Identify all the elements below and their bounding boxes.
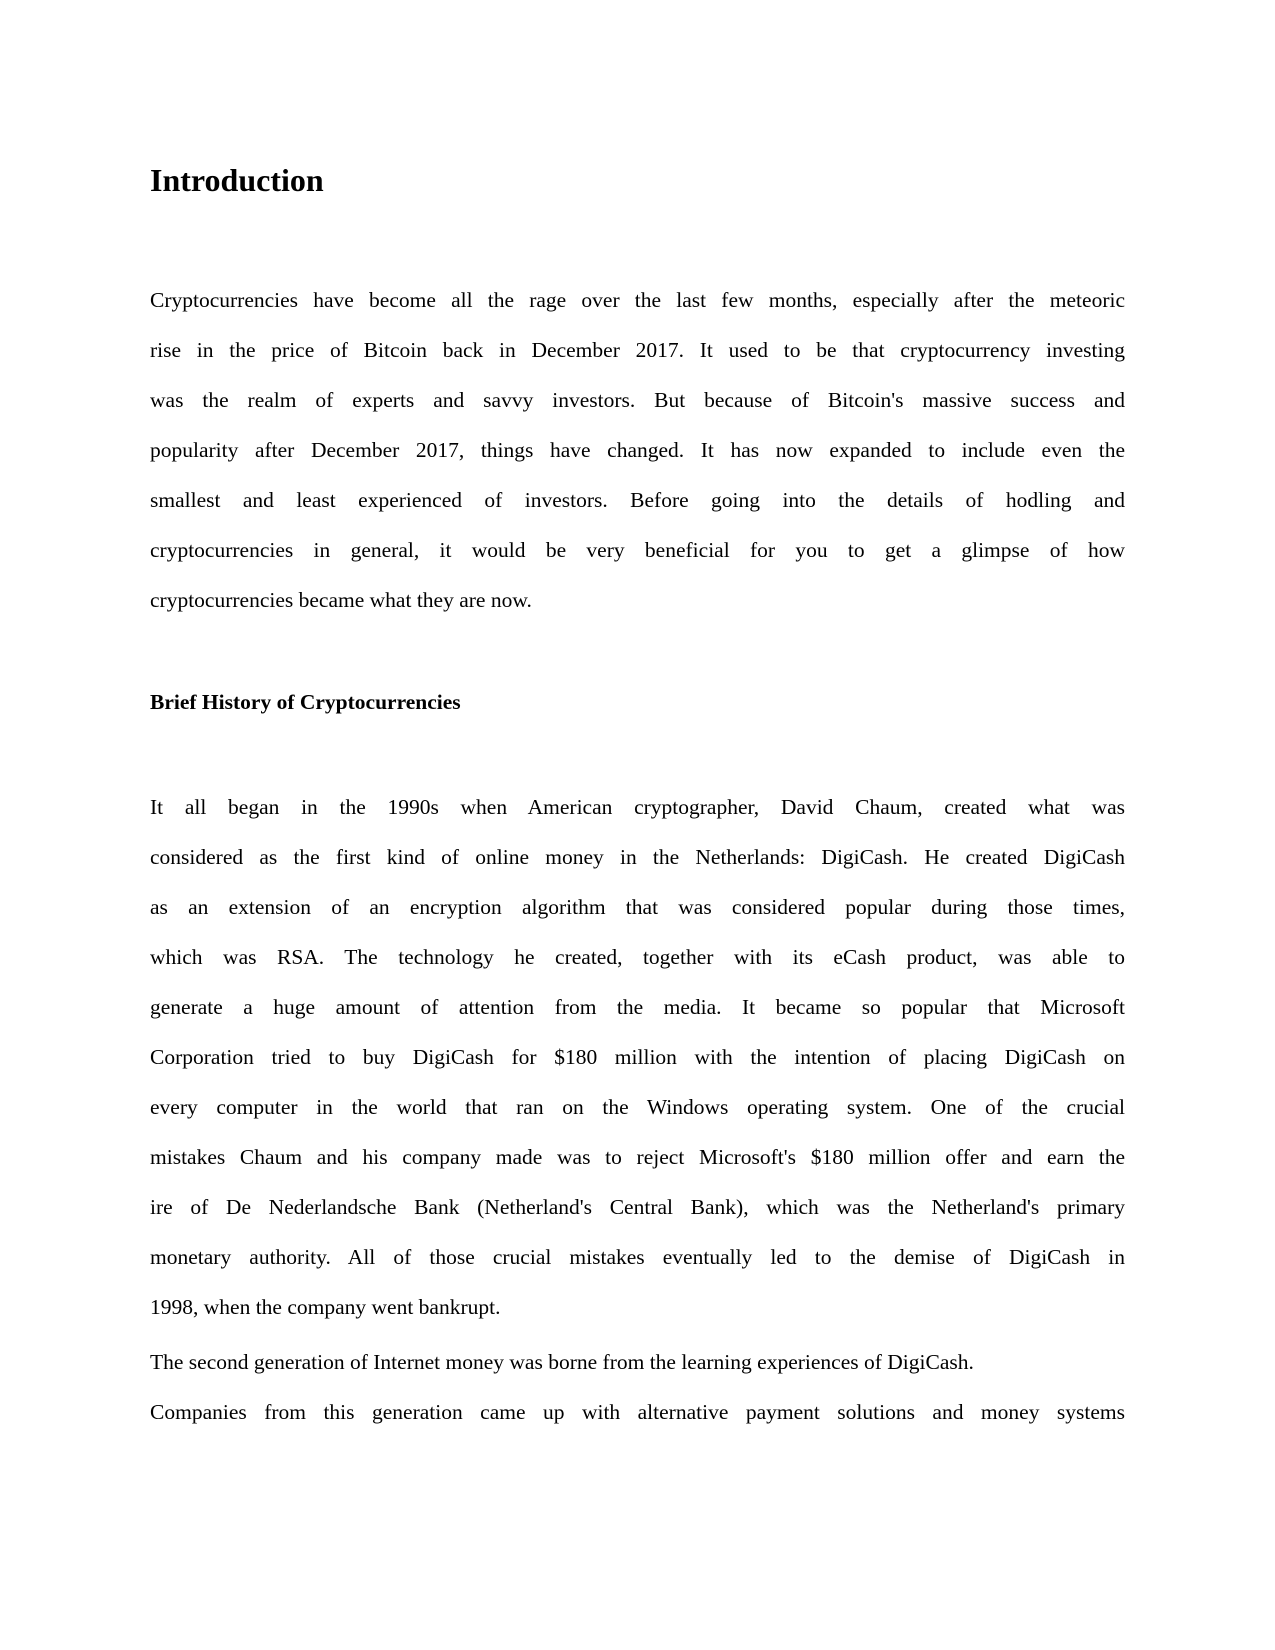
paragraph-line: as an extension of an encryption algorithm that was considered popular during those times,	[150, 895, 1125, 919]
paragraph-line: popularity after December 2017, things have changed. It has now expanded to include even the	[150, 438, 1125, 462]
paragraph-line: which was RSA. The technology he created, together with its eCash product, was able to	[150, 945, 1125, 969]
page-title: Introduction	[150, 162, 324, 198]
paragraph-line: rise in the price of Bitcoin back in December 2017. It used to be that cryptocurrency investing	[150, 338, 1125, 362]
paragraph-line: monetary authority. All of those crucial mistakes eventually led to the demise of DigiCash in	[150, 1245, 1125, 1269]
section-heading: Brief History of Cryptocurrencies	[150, 690, 461, 714]
paragraph-line: mistakes Chaum and his company made was to reject Microsoft's $180 million offer and earn the	[150, 1145, 1125, 1169]
paragraph-line: 1998, when the company went bankrupt.	[150, 1295, 501, 1319]
paragraph-line: smallest and least experienced of investors. Before going into the details of hodling and	[150, 488, 1125, 512]
paragraph-line: Corporation tried to buy DigiCash for $180 million with the intention of placing DigiCash on	[150, 1045, 1125, 1069]
paragraph-line: considered as the first kind of online money in the Netherlands: DigiCash. He created DigiCash	[150, 845, 1125, 869]
history-paragraph	[150, 782, 1125, 1332]
paragraph-line: Cryptocurrencies have become all the rage over the last few months, especially after the meteoric	[150, 288, 1125, 312]
paragraph-line: was the realm of experts and savvy investors. But because of Bitcoin's massive success and	[150, 388, 1125, 412]
paragraph-line: Companies from this generation came up with alternative payment solutions and money systems	[150, 1400, 1125, 1424]
paragraph-line: ire of De Nederlandsche Bank (Netherland's Central Bank), which was the Netherland's primary	[150, 1195, 1125, 1219]
paragraph-line: cryptocurrencies became what they are now.	[150, 588, 532, 612]
second-generation-paragraph	[150, 1337, 1125, 1437]
paragraph-line: every computer in the world that ran on the Windows operating system. One of the crucial	[150, 1095, 1125, 1119]
intro-paragraph	[150, 275, 1125, 625]
paragraph-line: The second generation of Internet money was borne from the learning experiences of DigiCash.	[150, 1350, 974, 1374]
paragraph-line: It all began in the 1990s when American cryptographer, David Chaum, created what was	[150, 795, 1125, 819]
paragraph-line: generate a huge amount of attention from the media. It became so popular that Microsoft	[150, 995, 1125, 1019]
paragraph-line: cryptocurrencies in general, it would be very beneficial for you to get a glimpse of how	[150, 538, 1125, 562]
